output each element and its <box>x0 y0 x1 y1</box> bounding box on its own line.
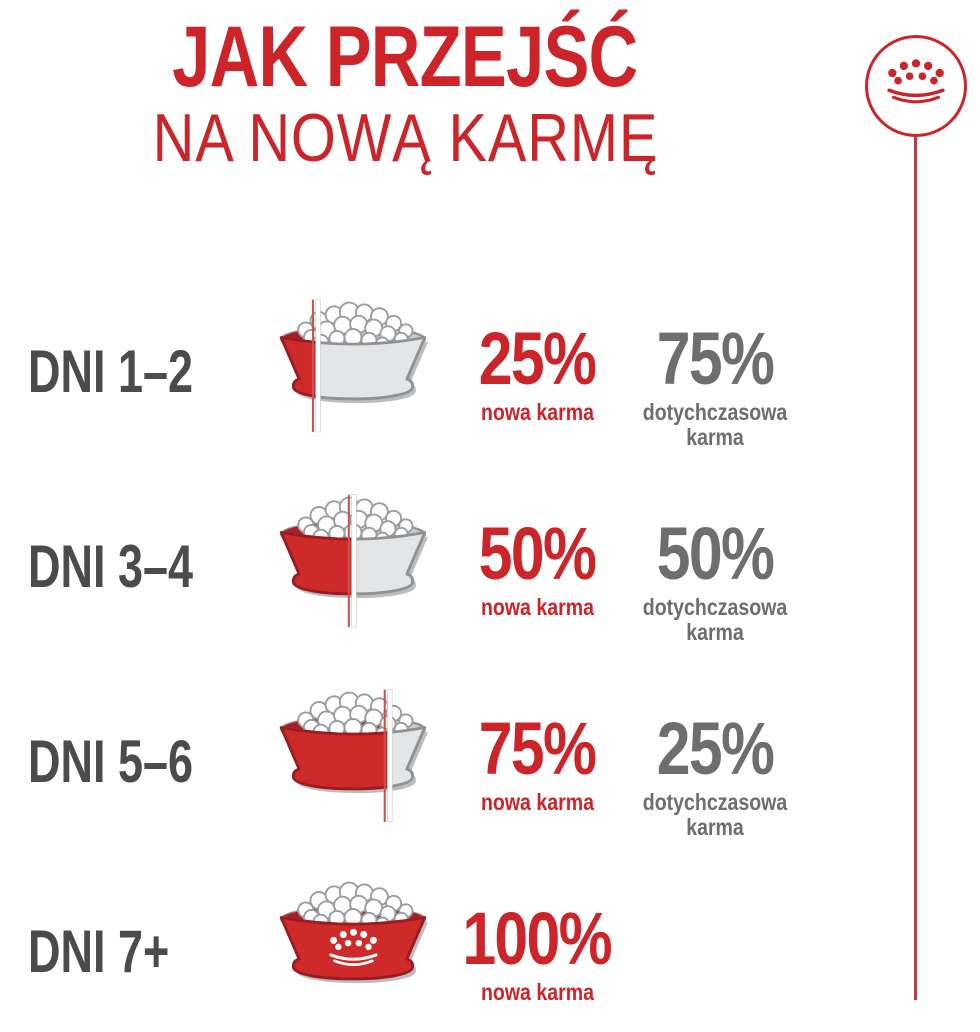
new-food-caption: nowa karma <box>480 399 594 425</box>
day-range-label: DNI 1–2 <box>28 338 194 405</box>
transition-row-days-5-6 <box>0 682 980 842</box>
day-range-label: DNI 7+ <box>28 918 170 985</box>
dog-food-bowl-icon-25 <box>268 292 438 442</box>
page-title-line1: JAK PRZEJŚĆ <box>172 9 638 105</box>
new-food-percent: 25% <box>478 317 596 400</box>
day-range-label: DNI 5–6 <box>28 728 194 795</box>
transition-row-days-1-2 <box>0 292 980 452</box>
new-food-stat <box>437 872 637 1032</box>
new-food-caption: nowa karma <box>480 979 594 1005</box>
new-food-caption: nowa karma <box>480 789 594 815</box>
day-range-label: DNI 3–4 <box>28 533 194 600</box>
new-food-stat <box>437 292 637 452</box>
new-food-percent: 50% <box>478 512 596 595</box>
old-food-stat <box>615 292 815 452</box>
new-food-caption: nowa karma <box>480 594 594 620</box>
page-title-line2: NA NOWĄ KARMĘ <box>152 100 658 176</box>
new-food-stat <box>437 487 637 647</box>
old-food-percent: 75% <box>656 317 774 400</box>
new-food-percent: 75% <box>478 707 596 790</box>
old-food-percent: 50% <box>656 512 774 595</box>
new-food-percent: 100% <box>462 897 612 980</box>
old-food-caption: dotychczasowa karma <box>642 789 788 841</box>
transition-row-days-3-4 <box>0 487 980 647</box>
dog-food-bowl-icon-75 <box>268 682 438 832</box>
old-food-caption: dotychczasowa karma <box>642 594 788 646</box>
old-food-caption: dotychczasowa karma <box>642 399 788 451</box>
old-food-stat <box>615 682 815 842</box>
old-food-percent: 25% <box>656 707 774 790</box>
royal-canin-crown-logo-icon <box>863 33 969 139</box>
transition-row-days-7-plus <box>0 872 980 1032</box>
new-food-stat <box>437 682 637 842</box>
old-food-stat <box>615 487 815 647</box>
dog-food-bowl-icon-50 <box>268 487 438 637</box>
